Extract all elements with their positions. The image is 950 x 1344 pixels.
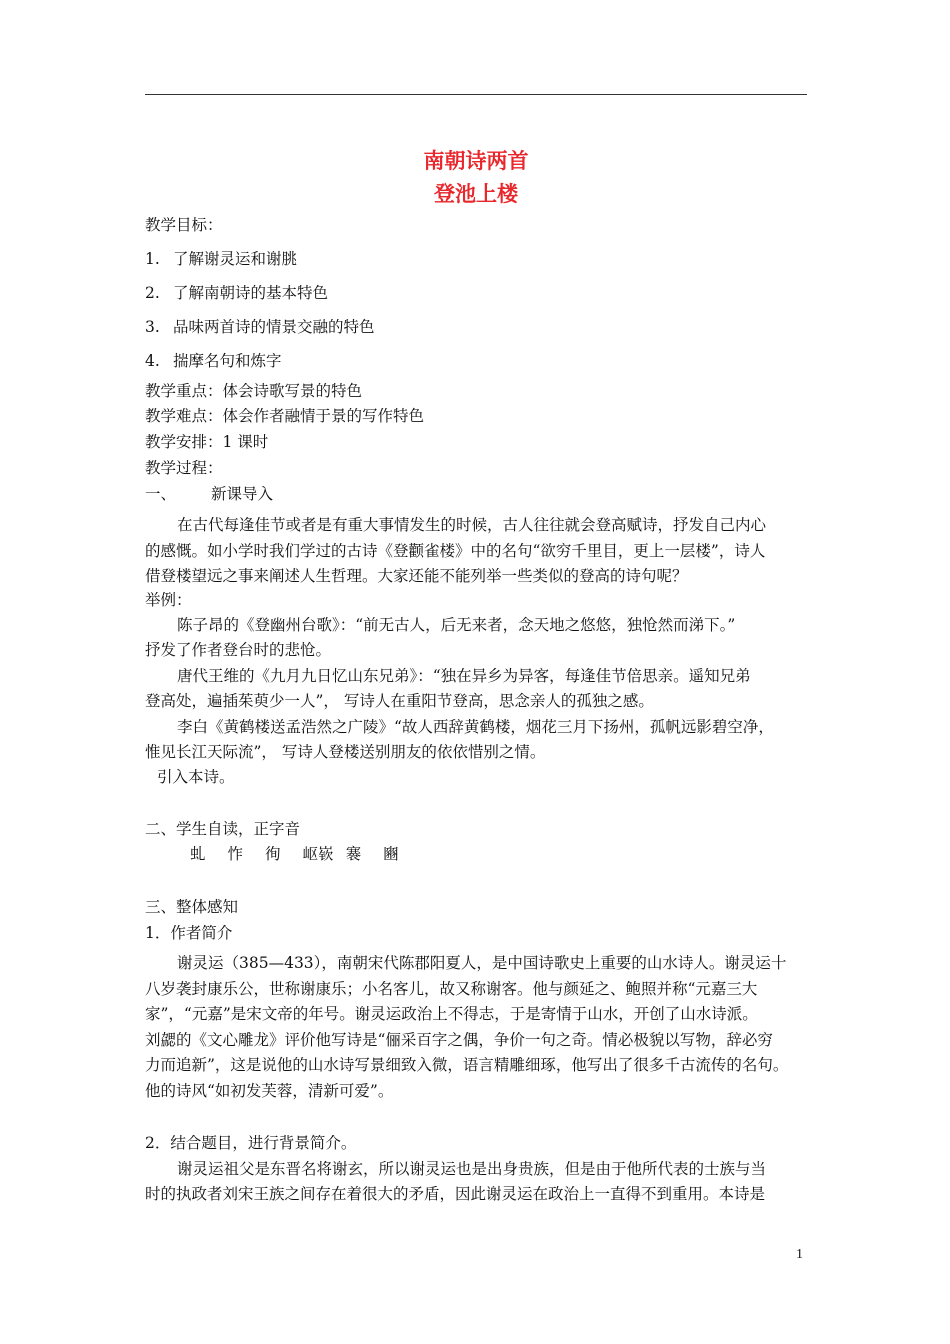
- objective-text: 了解南朝诗的基本特色: [173, 284, 329, 302]
- paragraph-line: 八岁袭封康乐公，世称谢康乐；小名客儿，故又称谢客。他与颜延之、鲍照并称“元嘉三大: [145, 980, 758, 998]
- objective-text: 品味两首诗的情景交融的特色: [173, 318, 375, 336]
- lead-in: 引入本诗。: [157, 768, 235, 786]
- doc-subtitle: 登池上楼: [434, 181, 518, 206]
- paragraph-line: 唐代王维的《九月九日忆山东兄弟》：“独在异乡为异客，每逢佳节倍思亲。遥知兄弟: [177, 667, 751, 685]
- char-item: 褰: [345, 845, 362, 863]
- char-item: 岖嵚: [302, 845, 334, 863]
- paragraph-line: 借登楼望远之事来阐述人生哲理。大家还能不能列举一些类似的登高的诗句呢？: [145, 567, 688, 585]
- objective-item: [145, 248, 810, 270]
- section-1-title: 新课导入: [211, 485, 274, 503]
- paragraph-line: 李白《黄鹤楼送孟浩然之广陵》“故人西辞黄鹤楼，烟花三月下扬州，孤帆远影碧空净，: [177, 718, 774, 736]
- paragraph-line: 抒发了作者登台时的悲怆。: [145, 641, 332, 659]
- section-1-heading: [145, 483, 810, 505]
- paragraph-line: 惟见长江天际流”， 写诗人登楼送别朋友的依依惜别之情。: [145, 743, 546, 761]
- paragraph-line: 的感慨。如小学时我们学过的古诗《登颧雀楼》中的名句“欲穷千里目，更上一层楼”，诗人: [145, 542, 766, 560]
- char-item: 虬: [190, 845, 206, 863]
- section-2-heading: 二、学生自读，正字音: [145, 820, 301, 838]
- page-number: 1: [796, 1247, 803, 1262]
- paragraph-line: 时的执政者刘宋王族之间存在着很大的矛盾，因此谢灵运在政治上一直得不到重用。本诗是: [145, 1185, 766, 1203]
- process-heading: 教学过程：: [145, 459, 223, 477]
- objective-text: 揣摩名句和炼字: [173, 352, 282, 370]
- objective-item: [145, 350, 810, 372]
- difficulty: 教学难点：体会作者融情于景的写作特色: [145, 407, 425, 425]
- objective-item: [145, 282, 810, 304]
- objective-num: 1.: [145, 250, 160, 268]
- subsection-heading: 2．结合题目，进行背景简介。: [145, 1134, 357, 1152]
- objectives-heading: 教学目标：: [145, 216, 223, 234]
- pronunciation-chars: [190, 843, 855, 865]
- objective-num: 2.: [145, 284, 160, 302]
- objective-num: 4.: [145, 352, 160, 370]
- paragraph-line: 登高处，遍插茱萸少一人”， 写诗人在重阳节登高，思念亲人的孤独之感。: [145, 692, 654, 710]
- section-3-heading: 三、整体感知: [145, 898, 239, 916]
- paragraph-line: 力而追新”，这是说他的山水诗写景细致入微，语言精雕细琢，他写出了很多千古流传的名句。: [145, 1056, 789, 1074]
- section-1-num: 一、: [145, 485, 177, 503]
- paragraph-line: 他的诗风“如初发芙蓉，清新可爱”。: [145, 1082, 394, 1100]
- char-item: 徇: [265, 845, 281, 863]
- key-point: 教学重点：体会诗歌写景的特色: [145, 382, 363, 400]
- arrangement: 教学安排：1 课时: [145, 433, 269, 451]
- objective-text: 了解谢灵运和谢朓: [173, 250, 298, 268]
- char-item: 豳: [383, 845, 399, 863]
- subsection-heading: 1．作者简介: [145, 924, 233, 942]
- char-item: 怍: [227, 845, 244, 863]
- example-label: 举例：: [145, 591, 192, 609]
- doc-title: 南朝诗两首: [423, 148, 529, 173]
- paragraph-line: 谢灵运祖父是东晋名将谢玄，所以谢灵运也是出身贵族，但是由于他所代表的士族与当: [177, 1160, 767, 1178]
- paragraph-line: 在古代每逢佳节或者是有重大事情发生的时候，古人往往就会登高赋诗，抒发自己内心: [177, 516, 767, 534]
- paragraph-line: 谢灵运（385—433），南朝宋代陈郡阳夏人，是中国诗歌史上重要的山水诗人。谢灵运十: [177, 954, 787, 972]
- objective-num: 3.: [145, 318, 160, 336]
- header-rule: [145, 94, 807, 95]
- objective-item: [145, 316, 810, 338]
- paragraph-line: 陈子昂的《登幽州台歌》：“前无古人，后无来者，念天地之悠悠，独怆然而涕下。”: [177, 616, 736, 634]
- paragraph-line: 家”，“元嘉”是宋文帝的年号。谢灵运政治上不得志，于是寄情于山水，开创了山水诗派。: [145, 1005, 758, 1023]
- paragraph-line: 刘勰的《文心雕龙》评价他写诗是“俪采百字之偶，争价一句之奇。情必极貌以写物，辞必穷: [145, 1031, 773, 1049]
